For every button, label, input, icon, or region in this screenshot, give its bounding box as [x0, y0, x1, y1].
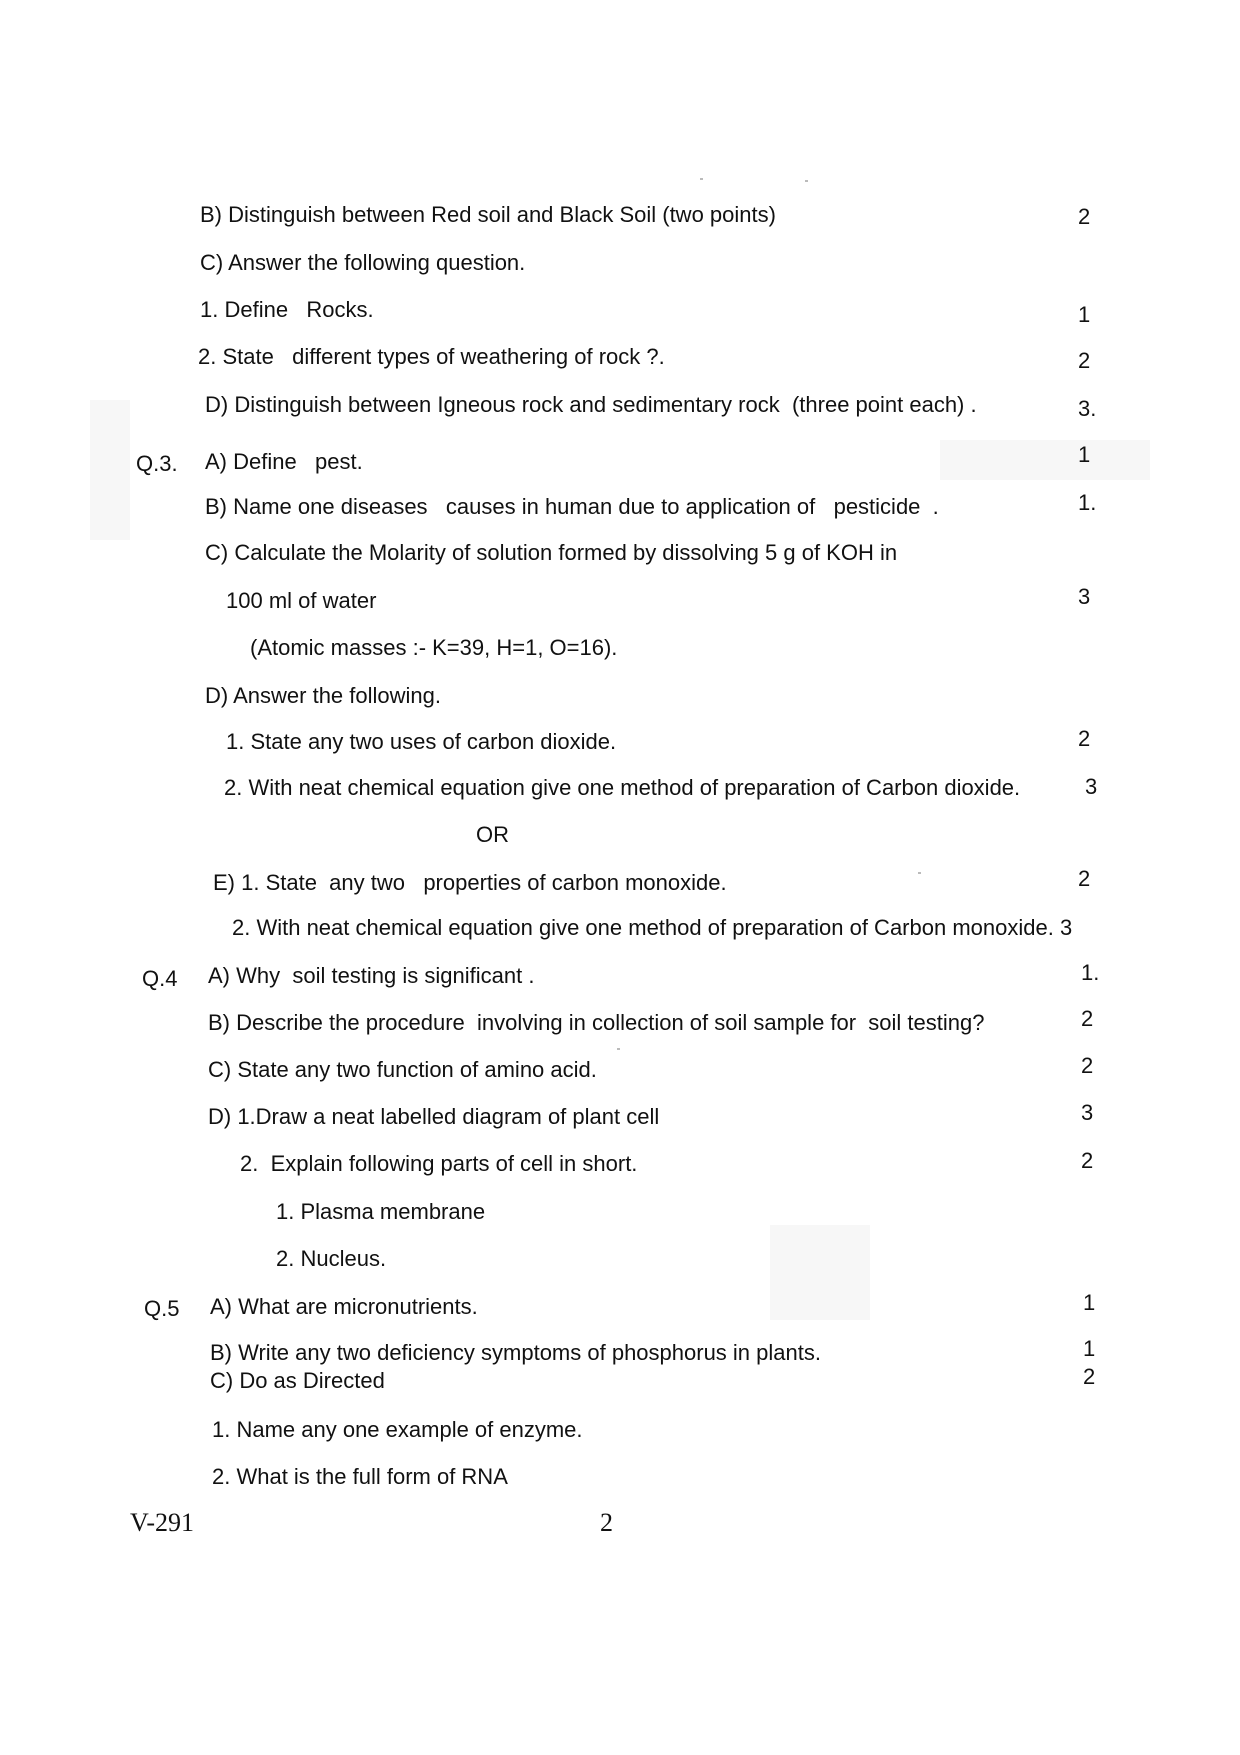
question-c-amino-acid: C) State any two function of amino acid. — [208, 1057, 597, 1082]
atomic-masses-note: (Atomic masses :- K=39, H=1, O=16). — [250, 635, 618, 660]
question-number-5: Q.5 — [144, 1296, 180, 1321]
subquestion-cell-parts: 2. Explain following parts of cell in short. — [240, 1151, 638, 1176]
question-a-define-pest: A) Define pest. — [205, 449, 363, 474]
question-b-pesticide-disease: B) Name one diseases causes in human due to application of pesticide . — [205, 494, 939, 519]
scan-smudge — [770, 1225, 870, 1320]
scan-speck — [700, 178, 703, 180]
marks: 3 — [1081, 1100, 1094, 1125]
question-e-co-properties: E) 1. State any two properties of carbon monoxide. — [213, 870, 727, 895]
marks: 2 — [1078, 726, 1091, 751]
question-b-soil-sample: B) Describe the procedure involving in collection of soil sample for soil testing? — [208, 1010, 985, 1035]
question-c-do-as-directed: C) Do as Directed — [210, 1368, 385, 1393]
subquestion-weathering: 2. State different types of weathering of rock ?. — [198, 344, 665, 369]
or-separator: OR — [476, 822, 509, 847]
marks: 1 — [1078, 442, 1091, 467]
marks: 2 — [1078, 348, 1091, 373]
marks: 1 — [1078, 302, 1091, 327]
question-c-heading: C) Answer the following question. — [200, 250, 526, 275]
scan-smudge — [90, 400, 130, 540]
marks: 2 — [1083, 1364, 1096, 1389]
question-a-micronutrients: A) What are micronutrients. — [210, 1294, 478, 1319]
marks: 2 — [1078, 204, 1091, 229]
subquestion-enzyme-example: 1. Name any one example of enzyme. — [212, 1417, 583, 1442]
subquestion-rna-full-form: 2. What is the full form of RNA — [212, 1464, 508, 1489]
scan-smudge — [940, 440, 1150, 480]
scan-speck — [617, 1048, 620, 1050]
question-d-plant-cell-diagram: D) 1.Draw a neat labelled diagram of plant cell — [208, 1104, 660, 1129]
marks: 3. — [1078, 396, 1097, 421]
question-b-red-black-soil: B) Distinguish between Red soil and Black Soil (two points) — [200, 202, 776, 227]
marks: 2 — [1078, 866, 1091, 891]
marks: 1. — [1078, 490, 1097, 515]
question-b-phosphorus-deficiency: B) Write any two deficiency symptoms of phosphorus in plants. — [210, 1340, 821, 1365]
marks: 1. — [1081, 960, 1100, 985]
question-c-molarity: C) Calculate the Molarity of solution formed by dissolving 5 g of KOH in — [205, 540, 898, 565]
paper-code: V-291 — [130, 1508, 195, 1537]
subquestion-co2-uses: 1. State any two uses of carbon dioxide. — [226, 729, 617, 754]
subquestion-co2-preparation: 2. With neat chemical equation give one method of preparation of Carbon dioxide. — [224, 775, 1021, 800]
subquestion-co-preparation: 2. With neat chemical equation give one method of preparation of Carbon monoxide. 3 — [232, 915, 1073, 940]
marks: 2 — [1081, 1006, 1094, 1031]
marks: 3 — [1078, 584, 1091, 609]
subquestion-define-rocks: 1. Define Rocks. — [200, 297, 374, 322]
marks: 3 — [1085, 774, 1098, 799]
marks: 1 — [1083, 1290, 1096, 1315]
cell-part-plasma-membrane: 1. Plasma membrane — [276, 1199, 486, 1224]
cell-part-nucleus: 2. Nucleus. — [276, 1246, 387, 1271]
page-number: 2 — [600, 1508, 613, 1537]
marks: 2 — [1081, 1148, 1094, 1173]
question-d-heading: D) Answer the following. — [205, 683, 441, 708]
question-number-3: Q.3. — [136, 451, 178, 476]
marks: 2 — [1081, 1053, 1094, 1078]
scan-speck — [918, 872, 921, 874]
question-c-continuation: 100 ml of water — [226, 588, 377, 613]
question-a-soil-testing: A) Why soil testing is significant . — [208, 963, 535, 988]
question-d-igneous-sedimentary: D) Distinguish between Igneous rock and sedimentary rock (three point each) . — [205, 392, 977, 417]
question-number-4: Q.4 — [142, 966, 178, 991]
scan-speck — [805, 180, 808, 182]
marks: 1 — [1083, 1336, 1096, 1361]
